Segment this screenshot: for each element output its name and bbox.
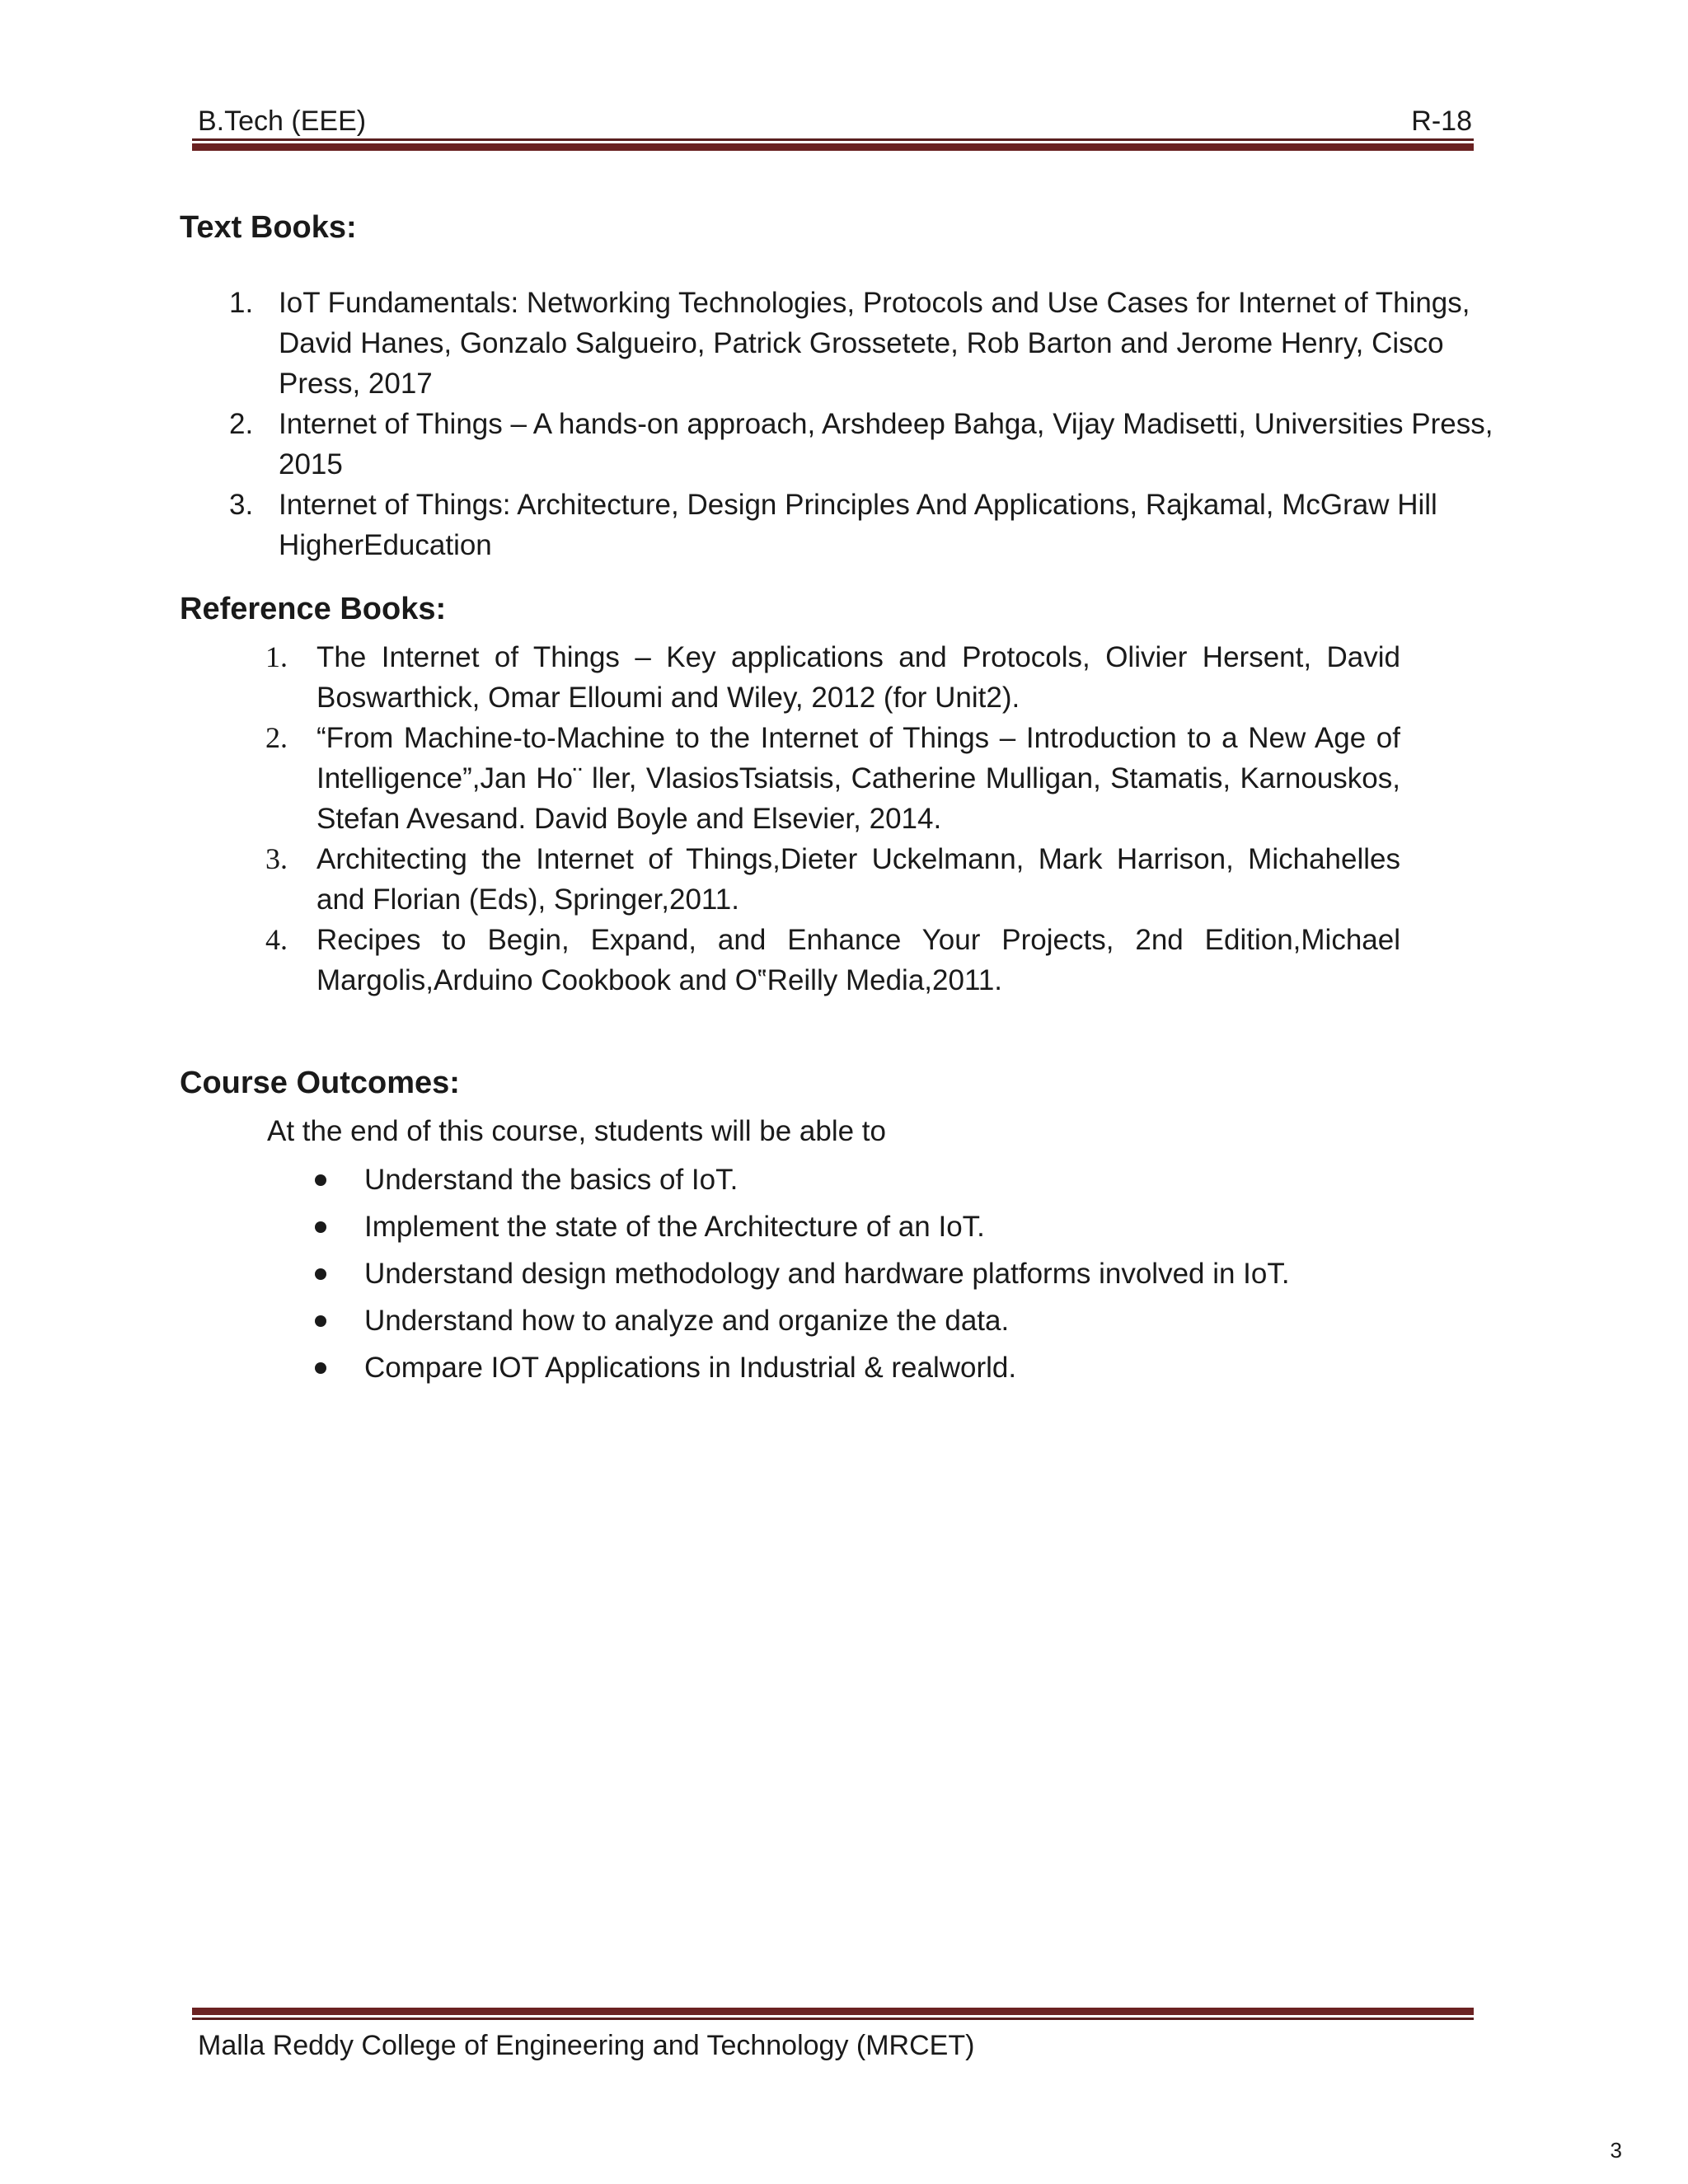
- bullet-icon: [315, 1174, 326, 1186]
- item-text: Understand the basics of IoT.: [364, 1164, 738, 1196]
- text-books-heading: Text Books:: [180, 210, 357, 245]
- item-text: “From Machine-to-Machine to the Internet of Things – Introduction to a New Age of Intelligence”,Jan Ho¨ ller, VlasiosTsiatsis, Catherine Mulligan, Stamatis, Karnouskos, Stefan Avesand. David Boyle and Elsevier, 2014.: [316, 722, 1400, 835]
- item-text: Understand design methodology and hardware platforms involved in IoT.: [364, 1258, 1290, 1290]
- item-text: Understand how to analyze and organize the data.: [364, 1305, 1010, 1337]
- header-rule-thick: [192, 143, 1474, 151]
- header-regulation-label: R-18: [1411, 105, 1472, 137]
- list-item: [265, 718, 1400, 839]
- list-item: [229, 485, 1498, 565]
- list-item: [313, 1297, 1290, 1344]
- item-text: Internet of Things: Architecture, Design Principles And Applications, Rajkamal, McGraw Hill HigherEducation: [279, 489, 1437, 561]
- bullet-icon: [315, 1315, 326, 1327]
- item-text: Architecting the Internet of Things,Dieter Uckelmann, Mark Harrison, Michahelles and Florian (Eds), Springer,2011.: [316, 843, 1400, 916]
- header-course-label: B.Tech (EEE): [198, 105, 367, 137]
- list-item: [313, 1156, 1290, 1203]
- bullet-icon: [315, 1268, 326, 1280]
- list-item: [265, 920, 1400, 1001]
- item-text: Internet of Things – A hands-on approach, Arshdeep Bahga, Vijay Madisetti, Universities Press, 2015: [279, 408, 1493, 480]
- footer-rule-thin: [192, 2018, 1474, 2020]
- item-number: 2.: [265, 721, 288, 754]
- footer-institution: Malla Reddy College of Engineering and Technology (MRCET): [198, 2030, 975, 2061]
- reference-books-heading: Reference Books:: [180, 592, 447, 626]
- page-number: 3: [1610, 2138, 1622, 2163]
- course-outcomes-intro: At the end of this course, students will be able to: [267, 1115, 886, 1147]
- text-books-list: [229, 283, 1498, 565]
- course-outcomes-heading: Course Outcomes:: [180, 1066, 460, 1100]
- item-number: 1.: [265, 640, 288, 673]
- item-number: 3.: [229, 489, 254, 521]
- list-item: [229, 404, 1498, 485]
- item-number: 2.: [229, 408, 254, 440]
- item-number: 3.: [265, 842, 288, 875]
- header-rule-thin: [192, 138, 1474, 141]
- item-number: 4.: [265, 923, 288, 956]
- course-outcomes-list: [313, 1156, 1290, 1391]
- reference-books-list: [265, 637, 1400, 1001]
- list-item: [265, 637, 1400, 718]
- item-text: Compare IOT Applications in Industrial & realworld.: [364, 1352, 1017, 1384]
- bullet-icon: [315, 1221, 326, 1233]
- list-item: [313, 1344, 1290, 1391]
- list-item: [229, 283, 1498, 404]
- list-item: [265, 839, 1400, 920]
- item-text: The Internet of Things – Key applications and Protocols, Olivier Hersent, David Boswarthick, Omar Elloumi and Wiley, 2012 (for Unit2).: [316, 641, 1400, 714]
- item-text: IoT Fundamentals: Networking Technologies, Protocols and Use Cases for Internet of Things, David Hanes, Gonzalo Salgueiro, Patrick Grossetete, Rob Barton and Jerome Henry, Cisco Press, 2017: [279, 287, 1470, 400]
- item-number: 1.: [229, 287, 254, 319]
- footer-rule-thick: [192, 2008, 1474, 2015]
- item-text: Implement the state of the Architecture of an IoT.: [364, 1211, 985, 1243]
- list-item: [313, 1203, 1290, 1250]
- list-item: [313, 1250, 1290, 1297]
- item-text: Recipes to Begin, Expand, and Enhance Your Projects, 2nd Edition,Michael Margolis,Arduino Cookbook and O‟Reilly Media,2011.: [316, 924, 1400, 996]
- bullet-icon: [315, 1362, 326, 1374]
